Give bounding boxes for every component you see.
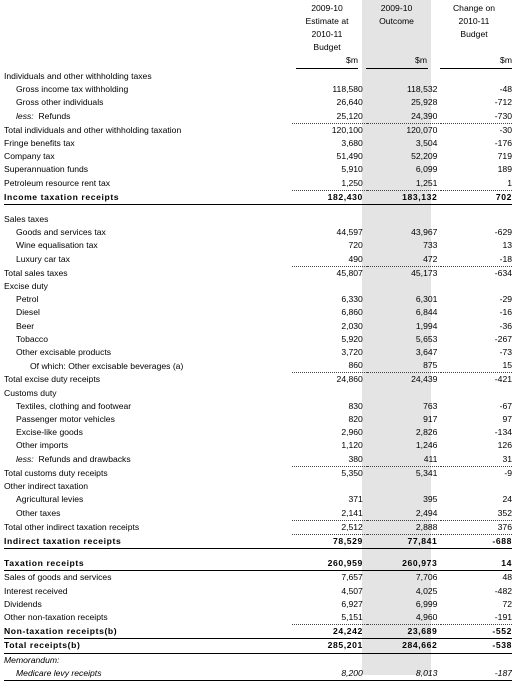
table-row	[4, 83, 512, 96]
outcome-value: 77,841	[367, 534, 442, 548]
outcome-value: 7,706	[415, 572, 438, 583]
outcome-value: 3,504	[415, 138, 438, 149]
change-value: 31	[441, 453, 512, 467]
header-estimate-line-4: Budget	[313, 42, 341, 52]
estimate-value: 860	[292, 359, 367, 373]
table-row	[4, 507, 512, 521]
table-row	[4, 571, 512, 585]
change-value: -176	[494, 138, 512, 149]
estimate-value: 5,910	[341, 164, 363, 175]
header-change-line-3: Budget	[460, 29, 488, 39]
change-value: -30	[499, 124, 512, 135]
row-label: Other taxes	[16, 508, 61, 518]
estimate-value: 44,597	[336, 227, 363, 238]
change-value: -629	[494, 227, 512, 238]
total-row	[4, 266, 512, 280]
header-estimate-unit: $m	[346, 55, 358, 65]
header-outcome	[362, 2, 431, 68]
header-outcome-unit: $m	[415, 55, 427, 65]
estimate-value: 78,529	[292, 534, 367, 548]
total-row	[4, 123, 512, 137]
table-row	[4, 293, 512, 306]
total-row	[4, 520, 512, 534]
header-change	[436, 2, 512, 68]
outcome-value: 2,888	[367, 520, 442, 534]
outcome-value: 763	[423, 400, 438, 411]
row-label: Excise duty	[4, 281, 48, 292]
row-label: Excise-like goods	[16, 427, 83, 438]
row-label: Diesel	[16, 307, 40, 318]
table-row	[4, 320, 512, 333]
estimate-value: 7,657	[341, 572, 363, 583]
header-estimate-line-2: Estimate at	[305, 16, 349, 26]
row-label: Of which: Other excisable beverages (a)	[30, 360, 184, 371]
row-label: Wine equalisation tax	[16, 240, 98, 251]
outcome-value: 52,209	[411, 151, 438, 162]
estimate-value: 3,680	[341, 138, 363, 149]
table-row	[4, 137, 512, 150]
table-row	[4, 359, 512, 373]
change-value: -187	[441, 667, 512, 681]
outcome-value: 2,826	[415, 427, 438, 438]
less-prefix: less:	[16, 111, 34, 122]
row-label: Customs duty	[4, 387, 57, 398]
change-value: 72	[502, 598, 512, 609]
outcome-value: 395	[423, 494, 438, 505]
row-label: Textiles, clothing and footwear	[16, 400, 132, 411]
change-value: -730	[441, 110, 512, 124]
change-value: 189	[497, 164, 512, 175]
change-value: 97	[502, 414, 512, 425]
less-prefix: less:	[16, 454, 34, 465]
outcome-value: 875	[367, 359, 442, 373]
estimate-value: 2,030	[341, 320, 363, 331]
estimate-value: 371	[348, 494, 363, 505]
outcome-value: 917	[423, 414, 438, 425]
estimate-value: 45,807	[336, 267, 363, 278]
row-label: Income taxation receipts	[4, 190, 292, 204]
row-label: Luxury car tax	[16, 254, 70, 265]
estimate-value: 6,330	[341, 294, 363, 305]
table-row	[4, 253, 512, 267]
memorandum-row	[4, 667, 512, 681]
estimate-value: 2,141	[292, 507, 367, 521]
change-value: 13	[502, 240, 512, 251]
header-rule-2	[366, 68, 428, 69]
table-row	[4, 611, 512, 625]
outcome-value: 6,301	[415, 294, 438, 305]
estimate-value: 5,151	[292, 611, 367, 625]
total-row	[4, 373, 512, 387]
row-label: Dividends	[4, 598, 42, 609]
memorandum-heading-row	[4, 653, 512, 667]
table-row	[4, 346, 512, 359]
header-outcome-spacer-2	[362, 41, 431, 54]
estimate-value: 5,920	[341, 333, 363, 344]
outcome-value: 2,494	[367, 507, 442, 521]
header-rule-1	[296, 68, 358, 69]
section-heading-row	[4, 387, 512, 400]
estimate-value: 8,200	[292, 667, 367, 681]
estimate-value: 25,120	[292, 110, 367, 124]
change-value: -634	[494, 267, 512, 278]
outcome-value: 43,967	[411, 227, 438, 238]
estimate-value: 182,430	[292, 190, 367, 204]
row-label-text: Refunds and drawbacks	[38, 454, 131, 465]
outcome-value: 6,099	[415, 164, 438, 175]
outcome-value: 1,246	[415, 440, 438, 451]
estimate-value: 260,959	[292, 557, 367, 571]
change-value: -16	[499, 307, 512, 318]
change-value: -29	[499, 294, 512, 305]
outcome-value: 183,132	[367, 190, 442, 204]
row-label: Taxation receipts	[4, 557, 292, 571]
row-label: Sales of goods and services	[4, 572, 112, 583]
row-label: Total sales taxes	[4, 267, 68, 278]
header-outcome-line-1: 2009-10	[380, 3, 413, 13]
table-row	[4, 413, 512, 426]
receipts-table	[4, 70, 512, 681]
estimate-value: 820	[348, 414, 363, 425]
change-value: 702	[441, 190, 512, 204]
estimate-value: 720	[348, 240, 363, 251]
outcome-value: 6,999	[415, 598, 438, 609]
spacer-row	[4, 549, 512, 558]
outcome-value: 260,973	[367, 557, 442, 571]
table-row	[4, 306, 512, 319]
section-heading-row	[4, 480, 512, 493]
row-label: Individuals and other withholding taxes	[4, 71, 152, 81]
estimate-value: 2,512	[292, 520, 367, 534]
estimate-value: 3,720	[341, 347, 363, 358]
change-value: 14	[441, 557, 512, 571]
estimate-value: 120,100	[331, 124, 363, 135]
change-value: -18	[441, 253, 512, 267]
table-row	[4, 598, 512, 611]
table-row	[4, 333, 512, 346]
change-value: -538	[441, 639, 512, 653]
estimate-value: 26,640	[336, 97, 363, 108]
estimate-value: 6,927	[341, 598, 363, 609]
estimate-value: 1,120	[341, 440, 363, 451]
outcome-value: 45,173	[411, 267, 438, 278]
estimate-value: 490	[292, 253, 367, 267]
grand-total-row	[4, 639, 512, 653]
outcome-value: 5,653	[415, 333, 438, 344]
change-value: 24	[502, 494, 512, 505]
estimate-value: 24,860	[336, 374, 363, 385]
change-value: -134	[494, 427, 512, 438]
change-value: -191	[441, 611, 512, 625]
header-change-unit: $m	[500, 55, 512, 65]
row-label: Non-taxation receipts(b)	[4, 625, 292, 639]
subtotal-row	[4, 625, 512, 639]
table-row	[4, 239, 512, 252]
row-label: Medicare levy receipts	[4, 667, 292, 681]
outcome-value: 25,928	[411, 97, 438, 108]
change-value: -73	[499, 347, 512, 358]
table-row	[4, 177, 512, 191]
section-heading-row	[4, 70, 512, 83]
table-row	[4, 226, 512, 239]
change-value: -712	[494, 97, 512, 108]
row-label: Total individuals and other withholding taxation	[4, 124, 182, 135]
outcome-value: 1,251	[367, 177, 442, 191]
change-value: -552	[441, 625, 512, 639]
table-row	[4, 110, 512, 124]
change-value: -36	[499, 320, 512, 331]
outcome-value: 24,439	[411, 374, 438, 385]
row-label: Interest received	[4, 585, 68, 596]
row-label	[4, 453, 292, 467]
change-value: -48	[499, 84, 512, 95]
outcome-value: 1,994	[415, 320, 438, 331]
subtotal-row	[4, 557, 512, 571]
header-change-line-1: Change on	[452, 3, 496, 13]
outcome-value: 284,662	[367, 639, 442, 653]
outcome-value: 4,960	[367, 611, 442, 625]
estimate-value: 4,507	[341, 585, 363, 596]
row-label: Petrol	[16, 294, 39, 305]
row-label-text: Refunds	[38, 111, 71, 122]
header-outcome-spacer-1	[362, 28, 431, 41]
row-label: Other non-taxation receipts	[4, 612, 108, 623]
spacer-row	[4, 205, 512, 214]
row-label	[4, 110, 292, 124]
row-label: Beer	[16, 320, 35, 331]
outcome-value: 472	[367, 253, 442, 267]
estimate-value: 830	[348, 400, 363, 411]
estimate-value: 24,242	[292, 625, 367, 639]
row-label: Memorandum:	[4, 654, 60, 665]
change-value: -267	[494, 333, 512, 344]
row-label: Other imports	[16, 440, 69, 451]
outcome-value: 8,013	[367, 667, 442, 681]
section-heading-row	[4, 213, 512, 226]
header-estimate	[292, 2, 362, 68]
row-label: Indirect taxation receipts	[4, 534, 292, 548]
estimate-value: 285,201	[292, 639, 367, 653]
subtotal-row	[4, 534, 512, 548]
table-row	[4, 96, 512, 109]
estimate-value: 380	[292, 453, 367, 467]
row-label: Company tax	[4, 151, 55, 162]
header-outcome-line-2: Outcome	[379, 16, 414, 26]
row-label: Tobacco	[16, 333, 49, 344]
row-label: Fringe benefits tax	[4, 138, 75, 149]
row-label: Total excise duty receipts	[4, 374, 101, 385]
header-rule-3	[440, 68, 512, 69]
estimate-value: 6,860	[341, 307, 363, 318]
row-label: Sales taxes	[4, 214, 49, 225]
subtotal-row	[4, 190, 512, 204]
row-label: Total receipts(b)	[4, 639, 292, 653]
change-value: 376	[441, 520, 512, 534]
change-value: -67	[499, 400, 512, 411]
header-change-spacer	[436, 41, 512, 54]
row-label: Goods and services tax	[16, 227, 106, 238]
estimate-value: 1,250	[292, 177, 367, 191]
estimate-value: 118,580	[332, 84, 363, 95]
row-label: Gross other individuals	[16, 97, 104, 108]
table-row	[4, 163, 512, 176]
header-estimate-line-1: 2009-10	[311, 3, 343, 13]
change-value: 15	[441, 359, 512, 373]
change-value: 1	[441, 177, 512, 191]
outcome-value: 411	[367, 453, 442, 467]
outcome-value: 4,025	[415, 585, 438, 596]
table-row	[4, 400, 512, 413]
change-value: 126	[497, 440, 512, 451]
estimate-value: 2,960	[341, 427, 363, 438]
table-row	[4, 585, 512, 598]
change-value: -482	[494, 585, 512, 596]
change-value: 352	[441, 507, 512, 521]
row-label: Total customs duty receipts	[4, 467, 108, 478]
table-row	[4, 150, 512, 163]
outcome-value: 5,341	[415, 467, 438, 478]
total-row	[4, 466, 512, 480]
row-label: Gross income tax withholding	[16, 84, 129, 95]
outcome-value: 24,390	[367, 110, 442, 124]
table-row	[4, 493, 512, 506]
outcome-value: 23,689	[367, 625, 442, 639]
outcome-value: 733	[423, 240, 438, 251]
header-change-line-2: 2010-11	[458, 16, 490, 26]
estimate-value: 5,350	[341, 467, 363, 478]
estimate-value: 51,490	[336, 151, 363, 162]
outcome-value: 6,844	[415, 307, 438, 318]
change-value: 719	[497, 151, 512, 162]
row-label: Other indirect taxation	[4, 481, 89, 492]
outcome-value: 118,532	[406, 84, 438, 95]
table-row	[4, 439, 512, 452]
change-value: 48	[502, 572, 512, 583]
header-estimate-line-3: 2010-11	[311, 29, 343, 39]
row-label: Total other indirect taxation receipts	[4, 522, 140, 533]
table-row	[4, 453, 512, 467]
row-label: Superannuation funds	[4, 164, 89, 175]
change-value: -9	[504, 467, 512, 478]
change-value: -688	[441, 534, 512, 548]
change-value: -421	[494, 374, 512, 385]
table-row	[4, 426, 512, 439]
outcome-value: 120,070	[406, 124, 438, 135]
section-heading-row	[4, 280, 512, 293]
outcome-value: 3,647	[415, 347, 438, 358]
row-label: Passenger motor vehicles	[16, 414, 115, 425]
row-label: Petroleum resource rent tax	[4, 178, 111, 189]
row-label: Agricultural levies	[16, 494, 84, 505]
row-label: Other excisable products	[16, 347, 112, 358]
